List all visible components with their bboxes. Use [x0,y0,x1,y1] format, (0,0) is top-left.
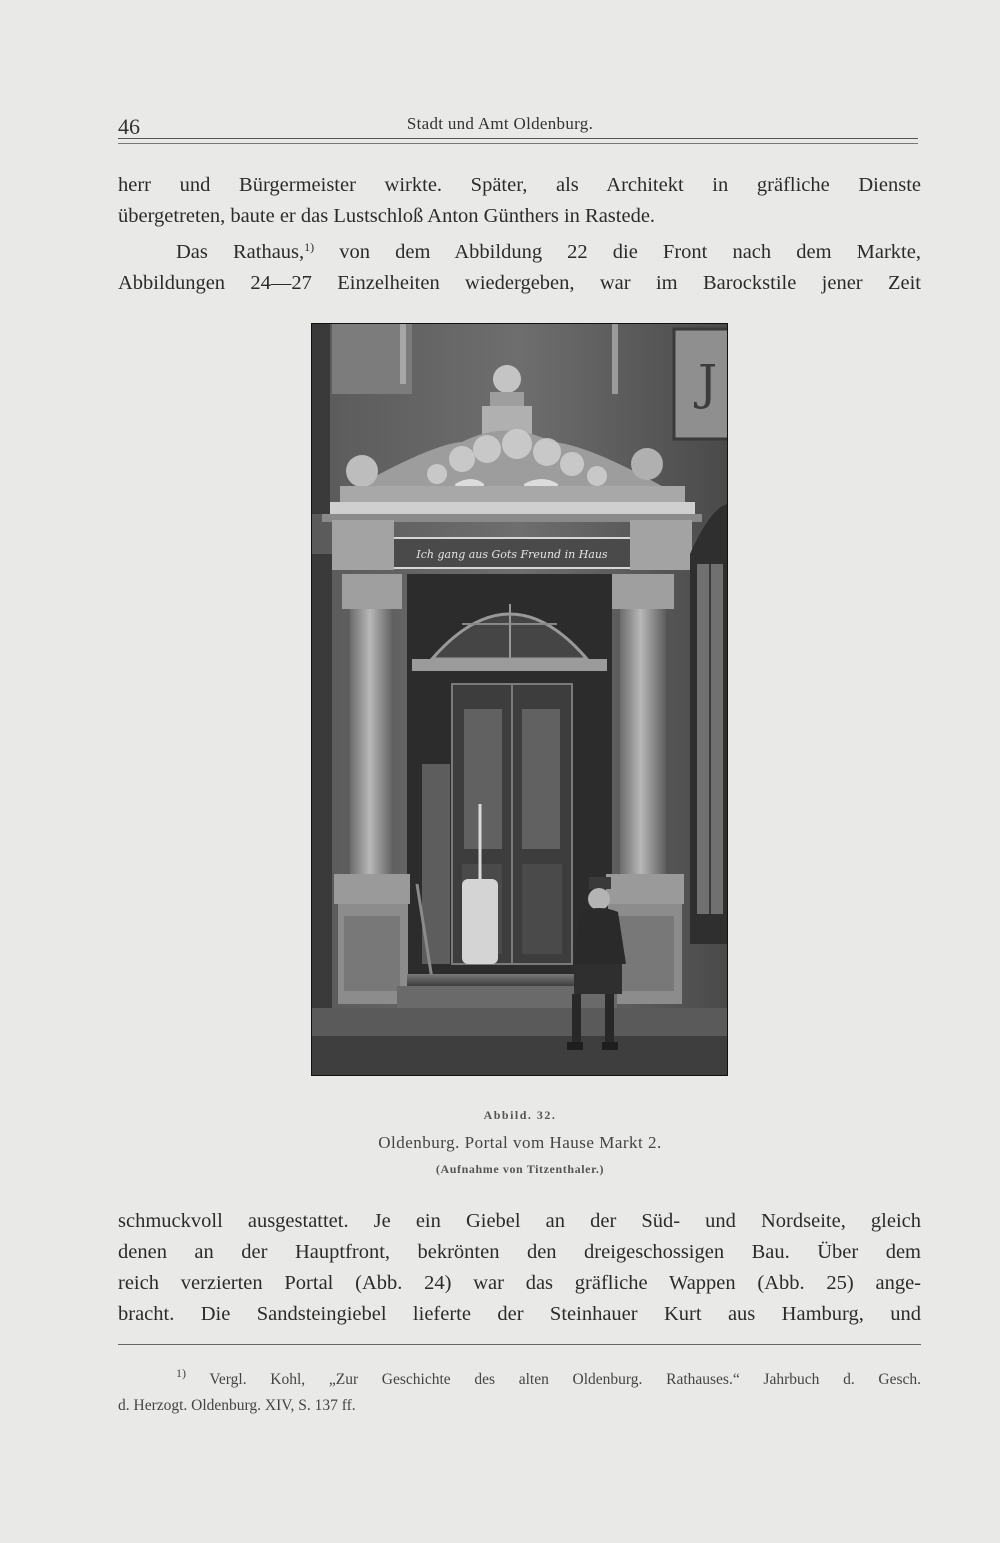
text-fragment: von dem Abbildung 22 die Front nach dem Markte, [314,241,921,263]
text-line [118,232,921,268]
text-line: bracht. Die Sandsteingiebel lieferte der Steinhauer Kurt aus Hamburg, und [118,1303,921,1325]
header-rule [118,138,918,139]
paragraph-bottom [118,1206,921,1330]
running-title: Stadt und Amt Oldenburg. [406,114,594,133]
paragraph-top [118,170,921,299]
footnote [118,1360,921,1419]
footnote-line: d. Herzogt. Oldenburg. XIV, S. 137 ff. [118,1397,356,1414]
header-rule-thin [118,143,918,144]
text-fragment: Das Rathaus, [176,241,305,263]
text-line: reich verzierten Portal (Abb. 24) war das gräfliche Wappen (Abb. 25) ange- [118,1272,921,1294]
text-line: Abbildungen 24—27 Einzelheiten wiedergeben, war im Barockstile jener Zeit [118,272,921,294]
photo-credit: (Aufnahme von Titzenthaler.) [435,1162,605,1176]
text-line: herr und Bürgermeister wirkte. Später, als Architekt in gräfliche Dienste [118,174,921,196]
portal-photograph [311,323,728,1076]
portal-inscription: Ich gang aus Gots Freund in Haus [416,548,608,561]
figure-label: Abbild. 32. [483,1108,557,1122]
footnote-text: Vergl. Kohl, „Zur Geschichte des alten Oldenburg. Rathauses.“ Jahrbuch d. Gesch. [186,1371,921,1388]
svg-text:J: J [698,355,718,411]
footnote-line [118,1360,921,1393]
text-line: übergetreten, baute er das Lustschloß Anton Günthers in Rastede. [118,205,656,227]
text-line: denen an der Hauptfront, bekrönten den dreigeschossigen Bau. Über dem [118,1241,921,1263]
portal-illustration [312,324,727,1075]
text-line: schmuckvoll ausgestattet. Je ein Giebel an der Süd- und Nordseite, gleich [118,1210,921,1232]
page-number: 46 [118,114,140,139]
footnote-marker: 1) [176,1366,186,1380]
footnote-reference[interactable]: 1) [304,240,315,254]
figure-caption: Oldenburg. Portal vom Hause Markt 2. [378,1133,662,1152]
footnote-rule [118,1344,921,1345]
